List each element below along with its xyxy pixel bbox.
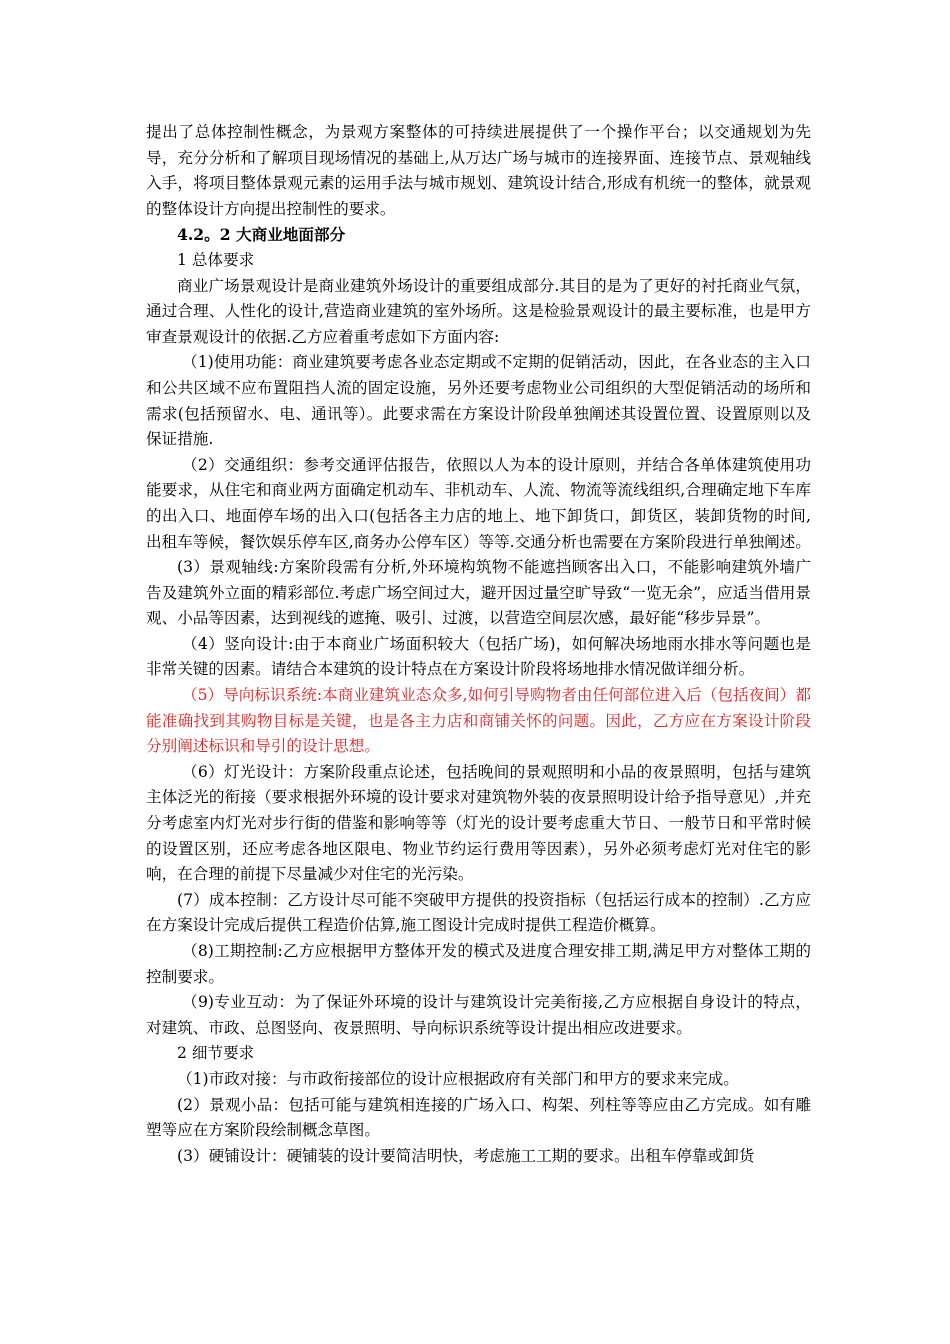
item-professional-interaction: （9)专业互动：为了保证外环境的设计与建筑设计完美衔接,乙方应根据自身设计的特点，对建筑、市政、总图竖向、夜景照明、导向标识系统等设计提出相应改进要求。 — [146, 993, 811, 1037]
item-vertical-design: （4）竖向设计:由于本商业广场面积较大（包括广场)，如何解决场地雨水排水等问题也是非常关键的因素。请结合本建筑的设计特点在方案设计阶段将场地排水情况做详细分析。 — [146, 634, 811, 679]
subheading-overall-requirements: 1 总体要求 — [177, 250, 255, 269]
detail-hard-paving: (3）硬铺设计：硬铺装的设计要简洁明快，考虑施工工期的要求。出租车停靠或卸货 — [177, 1146, 755, 1165]
detail-municipal-connection: （1)市政对接：与市政衔接部位的设计应根据政府有关部门和甲方的要求来完成。 — [177, 1069, 739, 1088]
document-body — [146, 120, 811, 1169]
item-signage-system: （5）导向标识系统:本商业建筑业态众多,如何引导购物者由任何部位进入后（包括夜间）都能准确找到其购物目标是关键，也是各主力店和商铺关怀的问题。因此，乙方应在方案设计阶段分别阐述标识和导引的设计思想。 — [146, 686, 811, 756]
item-usage-function: （1)使用功能：商业建筑要考虑各业态定期或不定期的促销活动，因此，在各业态的主入口和公共区域不应布置阻挡人流的固定设施，另外还要考虑物业公司组织的大型促销活动的场所和需求(包括预留水、电、通讯等）。此要求需在方案设计阶段单独阐述其设置位置、设置原则以及保证措施. — [146, 353, 811, 449]
item-lighting-design: （6）灯光设计：方案阶段重点论述，包括晚间的景观照明和小品的夜景照明，包括与建筑主体泛光的衔接（要求根据外环境的设计要求对建筑物外装的夜景照明设计给予指导意见）,并充分考虑室内灯光对步行街的借鉴和影响等等（灯光的设计要考虑重大节日、一般节日和平常时候的设置区别，还应考虑各地区限电、物业节约运行费用等因素），另外必须考虑灯光对住宅的影响，在合理的前提下尽量减少对住宅的光污染。 — [146, 762, 811, 884]
detail-landscape-features: (2）景观小品：包括可能与建筑相连接的广场入口、构架、列柱等等应由乙方完成。如有雕塑等应在方案阶段绘制概念草图。 — [146, 1095, 811, 1140]
intro-paragraph: 提出了总体控制性概念，为景观方案整体的可持续进展提供了一个操作平台；以交通规划为先导，充分分析和了解项目现场情况的基础上,从万达广场与城市的连接界面、连接节点、景观轴线入手，将项目整体景观元素的运用手法与城市规划、建筑设计结合,形成有机统一的整体，就景观的整体设计方向提出控制性的要求。 — [146, 123, 811, 218]
item-schedule-control: （8)工期控制:乙方应根据甲方整体开发的模式及进度合理安排工期,满足甲方对整体工期的控制要求。 — [146, 942, 811, 986]
subheading-detail-requirements: 2 细节要求 — [177, 1044, 255, 1063]
item-cost-control: (7）成本控制：乙方设计尽可能不突破甲方提供的投资指标（包括运行成本的控制）.乙方应在方案设计完成后提供工程造价估算,施工图设计完成时提供工程造价概算。 — [146, 890, 811, 935]
overview-paragraph: 商业广场景观设计是商业建筑外场设计的重要组成部分.其目的是为了更好的衬托商业气氛，通过合理、人性化的设计,营造商业建筑的室外场所。这是检验景观设计的最主要标准，也是甲方审查景观设计的依据.乙方应着重考虑如下方面内容: — [146, 276, 811, 346]
item-traffic-organization: （2）交通组织：参考交通评估报告，依照以人为本的设计原则，并结合各单体建筑使用功能要求，从住宅和商业两方面确定机动车、非机动车、人流、物流等流线组织,合理确定地下车库的出入口、地面停车场的出入口(包括各主力店的地上、地下卸货口，卸货区，装卸货物的时间,出租车等候，餐饮娱乐停车区,商务办公停车区）等等.交通分析也需要在方案阶段进行单独阐述。 — [146, 455, 811, 551]
item-landscape-axis: (3）景观轴线:方案阶段需有分析,外环境构筑物不能遮挡顾客出入口，不能影响建筑外墙广告及建筑外立面的精彩部位.考虑广场空间过大，避开因过量空旷导致“一览无余”，应适当借用景观、小品等因素，达到视线的遮掩、吸引、过渡，以营造空间层次感，最好能“移步异景”。 — [146, 558, 811, 628]
section-heading: 4.2。2 大商业地面部分 — [177, 225, 346, 245]
